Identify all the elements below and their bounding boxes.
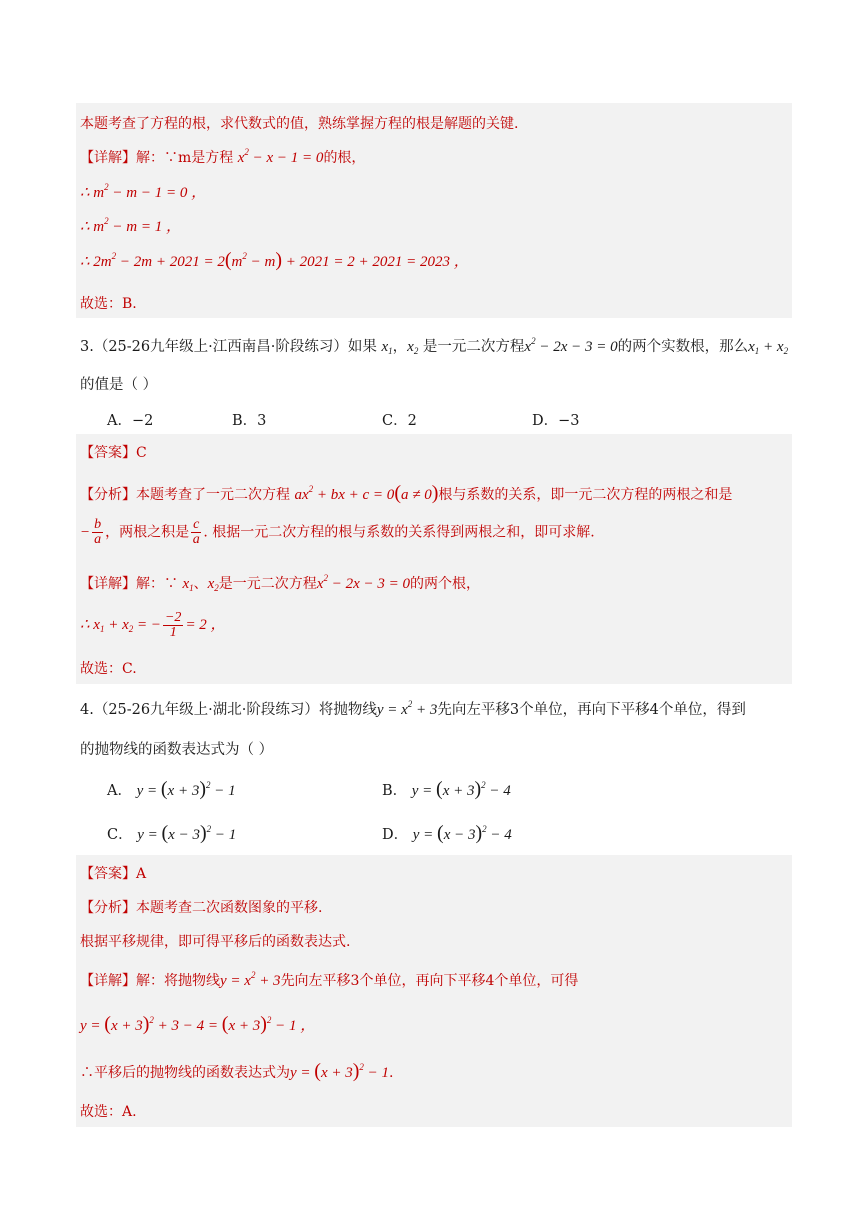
math-step-1: ∴ $m^2 - m - 1 = 0$ ， bbox=[80, 182, 207, 201]
math-fraction-c-a: $\frac{c}{a}$ bbox=[192, 517, 200, 547]
solution-q2-summary: 本题考查了方程的根，求代数式的值，熟练掌握方程的根是解题的关键. bbox=[80, 116, 519, 132]
math-step-3: ∴ $2m^2 - 2m + 2021 = 2(m^2 - m) + 2021 = 2 + 2021 = 2023$ ， bbox=[80, 249, 469, 271]
detail-q3-math: ∴ $x_1 + x_2$ = − $\frac{-2}{1}$ = 2 ， bbox=[80, 610, 226, 640]
question-3-stem: 3.（25-26九年级上·江西南昌·阶段练习）如果 $x_1$，$x_2$ 是一元二次方程$x^2 - 2x - 3 = 0$的两个实数根，那么$x_1 + x_2$ bbox=[80, 336, 789, 356]
question-3-stem-cont: 的值是（ ） bbox=[80, 377, 158, 393]
option-a[interactable]: A．−2 bbox=[107, 413, 154, 429]
math-step-2: ∴ $m^2 - m = 1$ ， bbox=[80, 216, 181, 235]
analysis-q4: 【分析】本题考查二次函数图象的平移. bbox=[80, 900, 323, 916]
math-equation: $x^2 - x - 1 = 0$ bbox=[237, 147, 324, 166]
option-b[interactable]: B．3 bbox=[232, 413, 267, 429]
solution-q2-choice: 故选：B. bbox=[80, 296, 137, 312]
math-roots: $x_1$ bbox=[381, 339, 393, 356]
rule-q4: 根据平移规律，即可得平移后的函数表达式. bbox=[80, 934, 351, 950]
solution-q2-detail-line: 【详解】解：∵m是方程 $x^2 - x - 1 = 0$的根， bbox=[80, 147, 366, 166]
question-4-stem: 4.（25-26九年级上·湖北·阶段练习）将抛物线$y = x^2 + 3$先向左平移3个单位，再向下平移4个单位，得到 bbox=[80, 699, 746, 718]
question-4-stem-cont: 的抛物线的函数表达式为（ ） bbox=[80, 742, 274, 758]
analysis-q3-cont: − $\frac{b}{a}$ ，两根之积是 $\frac{c}{a}$ . 根据一元二次方程的根与系数的关系得到两根之和，即可求解. bbox=[80, 517, 595, 547]
detail-q3: 【详解】解：∵ $x_1$、$x_2$是一元二次方程$x^2 - 2x - 3 = 0$的两个根， bbox=[80, 573, 480, 593]
math-general-form: $ax^2$ + bx + c = 0(a ≠ 0) bbox=[294, 482, 439, 504]
solution-block-q4 bbox=[76, 855, 792, 1127]
choice-q3: 故选：C. bbox=[80, 661, 137, 677]
solution-block-q3 bbox=[76, 434, 792, 684]
option-a[interactable]: A． $y = (x + 3)^2 - 1$ bbox=[107, 778, 236, 800]
detail-q4-math: $y = (x + 3)^2 + 3 - 4 = (x + 3)^2 - 1$ ， bbox=[80, 1013, 316, 1035]
option-c[interactable]: C． $y = (x - 3)^2 - 1$ bbox=[107, 822, 237, 844]
option-c[interactable]: C．2 bbox=[382, 413, 417, 429]
choice-q4: 故选：A. bbox=[80, 1104, 137, 1120]
math-parabola: $y = x^2 + 3$ bbox=[376, 699, 438, 718]
option-d[interactable]: D．−3 bbox=[532, 413, 580, 429]
analysis-q3: 【分析】本题考查了一元二次方程 $ax^2$ + bx + c = 0(a ≠ 0)根与系数的关系，即一元二次方程的两根之和是 bbox=[80, 482, 733, 504]
detail-q4: 【详解】解：将抛物线$y = x^2 + 3$先向左平移3个单位，再向下平移4个单位，可得 bbox=[80, 970, 579, 989]
answer-q4: 【答案】A bbox=[80, 866, 147, 882]
math-fraction-b-a: $\frac{b}{a}$ bbox=[94, 517, 102, 547]
conclusion-q4: ∴平移后的抛物线的函数表达式为$y = (x + 3)^2 - 1$. bbox=[80, 1060, 394, 1082]
math-sum: $x_1 + x_2$ bbox=[748, 339, 789, 356]
math-equation: $x^2 - 2x - 3 = 0$ bbox=[524, 336, 618, 355]
solution-block-q2 bbox=[76, 103, 792, 318]
option-d[interactable]: D． $y = (x - 3)^2 - 4$ bbox=[382, 822, 512, 844]
answer-q3: 【答案】C bbox=[80, 445, 147, 461]
option-b[interactable]: B． $y = (x + 3)^2 - 4$ bbox=[382, 778, 511, 800]
